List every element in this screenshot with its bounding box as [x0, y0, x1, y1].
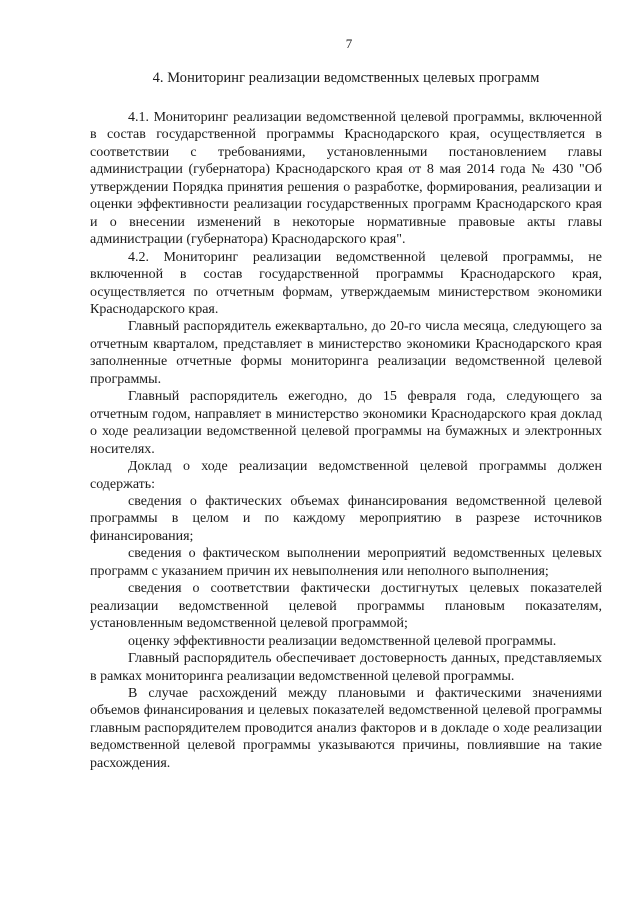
paragraph-discrepancies: В случае расхождений между плановыми и фактическими значениями объемов финансирования и целевых показателей ведомственной целевой программы главным распорядителем проводится анализ факторов и в докладе о ходе реализации ведомственной целевой программы указываются причины, повлиявшие на такие расхождения.: [90, 685, 602, 771]
paragraph-quarterly-report: Главный распорядитель ежеквартально, до 20-го числа месяца, следующего за отчетным кварталом, представляет в министерство экономики Краснодарского края заполненные отчетные формы мониторинга реализации ведомственной целевой программы.: [90, 319, 602, 387]
paragraph-report-contents: Доклад о ходе реализации ведомственной целевой программы должен содержать:: [90, 459, 602, 492]
paragraph-annual-report: Главный распорядитель ежегодно, до 15 февраля года, следующего за отчетным годом, направляет в министерство экономики Краснодарского края доклад о ходе реализации ведомственной целевой программы на бумажных и электронных носителях.: [90, 389, 602, 457]
list-item-financing: сведения о фактических объемах финансирования ведомственной целевой программы в целом и по каждому мероприятию в разрезе источников финансирования;: [90, 493, 602, 544]
paragraph-reliability: Главный распорядитель обеспечивает достоверность данных, представляемых в рамках мониторинга реализации ведомственной целевой программы.: [90, 651, 602, 684]
paragraph-4-2: 4.2. Мониторинг реализации ведомственной целевой программы, не включенной в состав государственной программы Краснодарского края, осуществляется по отчетным формам, утверждаемым министерством экономики Краснодарского края.: [90, 249, 602, 317]
list-item-activities: сведения о фактическом выполнении мероприятий ведомственных целевых программ с указанием причин их невыполнения или неполного выполнения;: [90, 546, 602, 579]
page-number: 7: [345, 36, 353, 51]
section-title: 4. Мониторинг реализации ведомственных целевых программ: [152, 70, 540, 86]
list-item-indicators: сведения о соответствии фактически достигнутых целевых показателей реализации ведомственной целевой программы плановым показателям, установленным ведомственной целевой программой;: [90, 581, 602, 632]
paragraph-4-1: 4.1. Мониторинг реализации ведомственной целевой программы, включенной в состав государственной программы Краснодарского края, осуществляется в соответствии с требованиями, установленными постановлением главы администрации (губернатора) Краснодарского края от 8 мая 2014 года № 430 "Об утверждении Порядка принятия решения о разработке, формирования, реализации и оценки эффективности реализации государственных программ Краснодарского края и о внесении изменений в некоторые нормативные правовые акты главы администрации (губернатора) Краснодарского края".: [90, 110, 602, 248]
list-item-efficiency: оценку эффективности реализации ведомственной целевой программы.: [128, 633, 557, 649]
